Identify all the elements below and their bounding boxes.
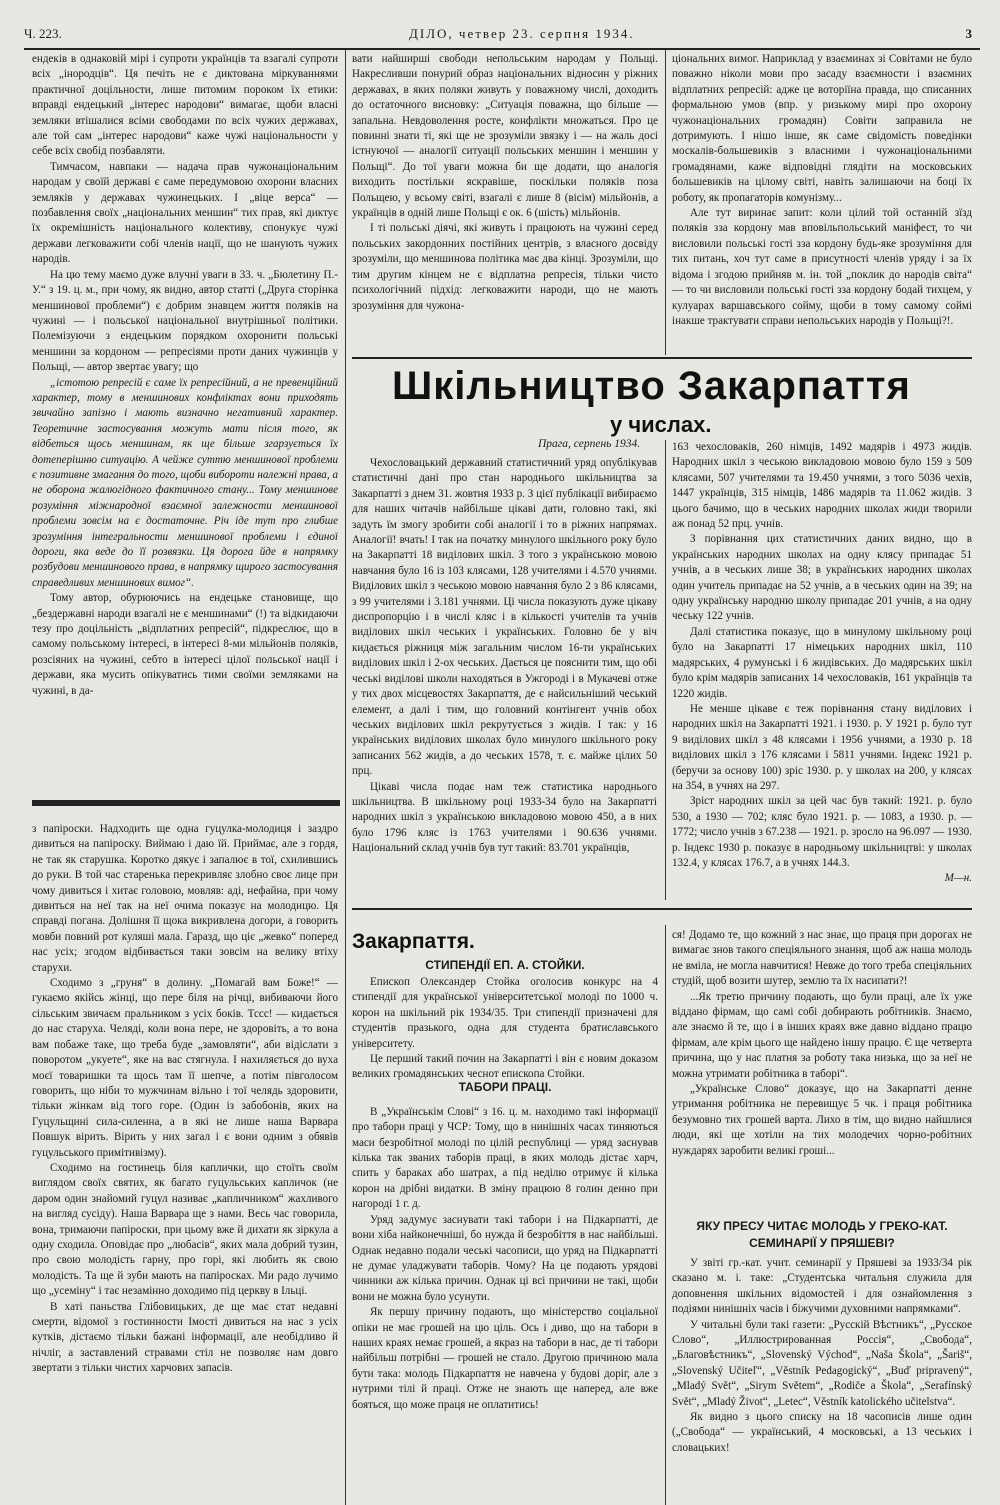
column-divider — [345, 50, 346, 1505]
article-rule — [352, 357, 972, 359]
press-heading: ЯКУ ПРЕСУ ЧИТАЄ МОЛОДЬ У ГРЕКО-КАТ. СЕМИНАРІЇ У ПРЯШЕВІ? — [696, 1219, 948, 1250]
article-signature: М—н. — [944, 872, 972, 885]
paragraph: Як першу причину подають, що міністерство соціальної опіки не має грошей на цю ціль. Ось і диво, що на табори в наших краях немає грошей, а якраз на табори в нас, де ті табори найбільш потрібні — грошей не стало. Другою причиною мала бути така: молодь Підкарпаття не навчена у будові доріг, але з нутрими тілі й праці. Отже не знають ще наперед, але вже бояться, що може праця не оплатитись! — [352, 1306, 658, 1411]
section-rule — [352, 908, 972, 910]
paragraph: На цю тему маємо дуже влучні уваги в 33. ч. „Бюлетину П.-У.“ з 19. ц. м., при чому, як видно, автор статті („Друга сторінка меншинової проблеми“) є добрим знавцем життя поляків на чужині — і польської національної внутрішньої політики. Полемізуючи з ендецьким порядком охоронити польські меншини за кордоном — репресіями проти даних чужинців у Польщі, — автор звертає увагу; що — [32, 268, 338, 374]
paragraph: ...Як третю причину подають, що були праці, але їх уже віддано фірмам, що самі собі добирають робітників. Знаємо, але знаємо й те, що і в інших краях вже давно віддано працю фірмам, але крім цього ще найдено іншу працю. Є ще четверта причина, що у нас платня за роботу така низька, що за неї не можна утримати робітника в таборі“. — [672, 990, 972, 1080]
right-page-number: 3 — [965, 26, 972, 41]
masthead: ДІЛО, четвер 23. серпня 1934. — [409, 26, 635, 41]
paragraph: ціональних вимог. Наприклад у взаєминах зі Совітами не було поважно ніколи мови про засаду взаємности і взаємних відплатних репресій: адже це воторіїна правда, що списанних формальною умов (впр. у ризькому мирі про охорону чужонаціональних громадян) Совіти заправила не дотримують. І нішо інше, як саме свідомість поведінки москалів-большевиків з власними і чужонаціональними громадянами, каже відповідні глядіти на московських большевиків на цілому світі, навіть залишаючи на боці їх роботу, як пропагаторів комунізму... — [672, 53, 972, 204]
article-title: Шкільництво Закарпаття — [392, 364, 911, 408]
col2-top-text — [352, 52, 658, 357]
paragraph: Сходимо з „груня“ в долину. „Помагай вам Боже!“ — гукаємо якійсь жінці, що пере біля на річці, вибиваючи його сільським звичаєм пральником з усіх боків. Тссс! — кидається до нас старуха. Челяді, коли вона пере, не здоровіть, а то вона вам побаже таке, що треба буде „замовляти“, аби відіслати з поворотом „укуете“, яке на вас стягнула. І нахиляється до вуха моєї товаришки та щось там її шепче, а потім півголосом говорить, що ніби то мужчинам вільно і тої челядь здоровити, тільки жінкам від того горе. (Один із забобонів, яких на Гуцульщині сила-силенна, а в які не лише наша Варвара Повшук вірить. Вірить у них загал і є вони одним з обявів гуцульського примітивізму). — [32, 977, 338, 1159]
page-number: Ч. 223. — [24, 26, 62, 41]
paragraph: В „Українськім Слові“ з 16. ц. м. находимо такі інформації про табори праці у ЧСР: Тому, що в нинішніх часах тиняються маси безробітної молоді по цілій республиці — уряд заснував кілька так званих таборів праці, в яких молодь дістає харч, спить у бараках або шатрах, а під неділю отримує й кілька корон на дрібні видатки. В зміну працюю 8 голин денно при нагороді 1 г. д. — [352, 1105, 658, 1211]
article-subtitle: у числах. — [610, 412, 712, 437]
section-bar — [32, 800, 340, 806]
paragraph: Це перший такий почин на Закарпатті і він є новим доказом великих громадянських чеснот епископа Стойки. — [352, 1053, 658, 1081]
paragraph: вати найширші свободи непольським народам у Польщі. Накресливши понурий образ національних відносин у ріжних державах, в яких поляки живуть у поважному числі, доходить до остаточного висновку: „Ситуація поважна, що більше — запальна. Невдоволення росте, конфлікти множаться. Про це повинні знати ті, які ще не зрозуміли звязку і — на жаль досі істнуючої — аналогії ситуації польських меншин і меншин у Польщі“. До тої уваги можна би ще додати, що аналогія виходить постільки яскравіше, поскільки поляків поза Польщею, у всьому світі, взагалі є лише 8 (вісім) мільйонів, а українців в одній лише Польщі є ок. 6 (шість) мільйонів. — [352, 53, 658, 220]
column-divider — [665, 440, 666, 900]
column-divider — [665, 50, 666, 355]
paragraph: З порівнання цих статистичних даних видно, що в українських народних школах на одну клясу припадає 51 учнів, а в чеських лише 38; в українських народних школах один учитель припадає на 52 учнів, а в чеських один на 39; на одну українську народню школу припадає 201 учнів, а на одну чеську 122 учнів. — [672, 533, 972, 623]
press-column — [672, 1256, 972, 1501]
paragraph: „Українське Слово“ доказує, що на Закарпатті денне утримання робітника не перевищує 5 чк. і праця робітника безумовно тих грошей варта. Лихо в тім, що видно найшлися люди, які ще хотіли на тих молодечих чорно-робітних нуждарях заробити великі гроші... — [672, 1083, 972, 1157]
col1-bottom-text — [32, 822, 338, 1497]
paragraph: Зріст народних шкіл за цей час був такий: 1921. р. було 530, а 1930 — 702; кляс було 1921. р. — 1083, а 1930. р. — 1772; число учнів з 67.238 — 1921. р. зросло на 96.097 — 1930. р. Індекс 1930 р. показує в народньому шкільництві: у школах 132.4, у клясах 176.7, а в учнях 144.3. — [672, 795, 972, 869]
paragraph: Сходимо на гостинець біля каплички, що стоїть своїм виглядом своїх святих, як багато гуцульських капличок (не даром один знайомий гуцул називає „капличником“ жахливого на вигляд сусіду). Наша Варвара ще з нами. Весь час говорила, вона, тримаючи папіроски, при цьому вже й дихати як зіркула а одну сходила. Оповідає про „любасів“, яких мала добрий тузин, про свою молодість гарну, про горі, які любить як свою молодість. Та ще й зуби мають на папіросках. Ми радо лучимо що „усеміну“ і тає незамінно доходимо під церкву в Ільці. — [32, 1161, 338, 1298]
page-header — [24, 22, 980, 50]
paragraph: 163 чехословаків, 260 німців, 1492 мадярів і 4973 жидів. Народних шкіл з чеською викладовою мовою було 159 з 509 клясами, 507 учителями та 19.450 учнями, з того 5036 чехів, 1447 українців, 315 німців, 1486 мадярів та 11.062 жидів. З цього бачимо, що в чеських народних школах жиди творили аж понад 52 прц. учнів. — [672, 441, 972, 531]
paragraph: з папіроски. Надходить ще одна гуцулка-молодиця і заздро дивиться на папіроску. Виймаю і даю їй. Приймає, але з гордя, не так як старушка. Коротко дякує і запалює в тої, схилившись до руки. В той час старенька перекривляє злобно своє лице при чому дивиться і хитає головою, мовляв: аді, нефайна, при чому дивиться на неї так на неї очима показує на молодицю. Ця справді погана. Долішня її щока викривлена догори, а говорить мовби повний рот куляші мала. Гаразд, що ціє „жевко“ поперед нас усіх; згодом відбивається таки зовсім на велику втіху старухи. — [32, 823, 338, 974]
paragraph: Не менше цікаве є теж порівнання стану виділових і народних шкіл на Закарпатті 1921. і 1930. р. У 1921 р. було тут 9 виділових шкіл з 48 клясами і 1956 учнями, а 1930 р. 18 виділових шкіл з 176 клясами і 5811 учнями. Індекс 1921 р. (беручи за основу 100) зріс 1930. р. у школах на 200, у клясах на 354, в учнях на 297. — [672, 702, 972, 792]
paragraph: В хаті паньства Глібовицьких, де ще має стат недавні смерти, відомої з гостинности Імості дивиться на нас з усіх кутків, дістаємо тільки бажані інформації, але необідливо й нічліг, а заставлений стравами стіл не позволяє нам довго звертати з тільки чистих харчових запасів. — [32, 1300, 338, 1375]
paragraph: ендеків в однаковій мірі і супроти українців та взагалі супроти всіх „інородців“. Ця печіть не є диктована міркуваннями практичної доцільности, лише питомим пороком їх етики: вправді ендецький „інтерес народови“ вимагає, щоби власні земляки втішалися всіми свободами по всіх чужих державах, але той сам „інтерес народови“ каже чужі національности у себе всіх свобід позбавляти. — [32, 53, 338, 158]
section-title: Закарпаття. — [352, 930, 475, 953]
article-byline: Прага, серпень 1934. — [538, 438, 641, 450]
camps-heading: ТАБОРИ ПРАЦІ. — [458, 1080, 552, 1094]
paragraph: Епископ Олександер Стойка оголосив конкурс на 4 стипендії для української університетської молоді по 1000 ч. корон на шкільний рік 1934/35. Три стипендії призначені для студентів празького, одна для студента братиславського університету. — [352, 976, 658, 1050]
quote-paragraph: „істотою репресій є саме їх репресійний, а не превенційний характер, тому в меншинових конфліктах вони приходять звичайно запізно і мають визначно негативний характер. Теоретичне застосування можуть мати після того, як відбеться щось меншинам, як ще більше згарзується їх дотеперішню ситуацію. А чейже суттю меншинової проблеми є позитивне змагання до того, щоби вибороти належні права, а не оборона жалюгідного фактичного стану... Тому меншинове розуміння міжнародної взаємної залежности меншинової проблеми зовсім на є достаточне. Річ іде тут про глибше зрозуміння інтегральности меншинової проблеми і єдиної дороги, яка веде до її розвязки. Ця дорога йде в напрямку розбудови меншинового права, в напрямку щирого застосування справедливих меншинових вимог“. — [32, 376, 338, 589]
col3-top-text — [672, 52, 972, 352]
paragraph: Але тут виринає запит: коли цілий той останній зїзд поляків зза кордону мав вповільпольський маніфест, то чи висловили польські гості зза кордону будь-яке зрозуміння для тих питань, хоч тут саме в присутності членів уряду і за їх відома і згодою прийняв м. ін. той „поклик до народів світа“ — то чи висловили польські гості зза кордону бодай тихцем, у кулуарах варшавського сойму, щоби в тому самому соймі інакше трактувати справи непольських народів у Польщі?!. — [672, 207, 972, 327]
col1-top-text — [32, 52, 338, 787]
paragraph: І ті польські діячі, які живуть і працюють на чужині серед польських закордонних постійних центрів, з власного досвіду зрозуміли, що меншинова політика має два кінці. Зрозуміли, що тим другим кінцем не є відплатна репресія, тільки чисто психологічний підхід: легковажити народи, що не мають зрозуміння для чужона- — [352, 222, 658, 312]
paragraph: У звіті гр.-кат. учит. семинарії у Пряшеві за 1933/34 рік сказано м. і. таке: „Студентська читальня служила для доповнення шкільних відомостей і для ознайомлення з подіями нинішніх часів і біжучими духовними напрямками“. — [672, 1257, 972, 1316]
paragraph: Уряд задумує заснувати такі табори і на Підкарпатті, де вони хіба найконечніші, бо нужда й безробіття в нас найбільші. Однак недавно подали чеські часописи, що уряд на Підкарпатті не думає уладжувати таборів. Чому? На це подають урядові чинники аж кілька причин. Однак ці всі причини не такі, щоби вони не можна було усунути. — [352, 1213, 658, 1303]
paragraph: ся! Додамо те, що кожний з нас знає, що праця при дорогах не вимагає знов такого спеціяльного знання, щоб аж наша молодь не вміла, не могла навчитися! Невже до того треба спеціяльних студій, щоб возити шутер, землю та їх насипати?! — [672, 929, 972, 988]
paragraph: У читальні були такі газети: „Русскій Вѣстникъ“, „Русское Слово“, „Иллюстрированная Россія“, „Свобода“, „Благовѣстникъ“, „Slovenský Východ“, „Naša Škola“, „Šariš“, „Slovenský Učiteľ“, „Věstník Pedagogický“, „Buď pripravený“, „Mladý Svět“, „Sirym Světem“, „Rodiče a Škola“, „Serafínský Svět“, „Mladý Život“, „Letec“, Věstník katolického učitelstva“. — [672, 1318, 972, 1408]
paragraph: Цікаві числа подає нам теж статистика народнього шкільництва. В шкільному році 1933-34 було на Закарпатті народних шкіл з українською викладовою мовою 450, а в них було 1796 кляс із 1763 учителями і 90.636 учнями. Національний склад учнів був тут такий: 83.701 українців, — [352, 780, 657, 855]
paragraph: Далі статистика показує, що в минулому шкільному році було на Закарпатті 17 німецьких народних шкіл, 110 мадярських, 4 румунські і 6 жидівських. До мадярських шкіл було крім мадярів записаних 14 чехословаків, 161 українців та 1220 жидів. — [672, 625, 972, 700]
article-right-column — [672, 440, 972, 905]
zakarpattia-left-column — [352, 975, 658, 1495]
stipend-heading: СТИПЕНДІЇ ЕП. А. СТОЙКИ. — [425, 958, 585, 972]
paragraph: Чехословацький державний статистичний уряд опублікував статистичні дані про стан народнього шкільництва за Закарпатті з днем 31. жовтня 1933 р. З цієї публікації вибираємо для наших читачів найбільше цікаві дати, головно такі, які задуть їм змогу зробити собі аналогії і то в ріжних напрямах. Аналогії! вчать! І так на початку минулого шкільного року було на Закарпатті 18 виділових шкіл. З того з українською мовою навчання було 16 із 103 клясами, 128 учителями і 4.570 учнями. Виділових шкіл з чеською мовою навчання було 2 з 86 клясами, з 99 учителями і 3.181 учнями. Ці числа показують дуже цікаву диспропорцію і в числі кляс і в кількості учителів та учнів виділових шкіл чеських і українських. Головно бе у віч кидається ріжниця між загальним числом 16-ти українських виділових шкіл і 2-ох чеських. Дається це пояснити тим, що обі чеські виділові школи находяться в Ужгороді і в Мукачеві отже у тих двох місцевостях Закарпаття, де є найсильніший чеський елемент, а далі і тим, що головний контінгент учнів обох чеських виділових шкіл рекрутується з жидів. І так: у 16 українських виділових школах було минулого шкільного року записаних 562 жидів, а до чеських 1578, т. є. майже цілих 50 прц. — [352, 457, 657, 778]
paragraph: Тимчасом, навпаки — надача прав чужонаціональним народам у своїй державі є саме передумовою охорони власних земляків у державах чужинецьких. І „віце верса“ — позбавлення своїх „національних меншин“ тих прав, які диктує їх окремішність національного колективу, спонукує чужі держави легковажити собі членів нації, що не шанують чужих народів. — [32, 160, 338, 266]
column-divider — [665, 925, 666, 1505]
article-left-column — [352, 456, 657, 896]
zakarpattia-right-column — [672, 928, 972, 1218]
paragraph: Тому автор, обурюючись на ендецьке становище, що „бездержавні народи взагалі не є меншинами“ (!) та відкидаючи тезу про доцільність „відплатних репресій“, підкреслює, що в самому польському інтересі, в інтересі 8-ми мільйонів поляків, розсіяних на чужині, себто в інтересі цілої польської нації і держави, яка мусить опікуватись тими своїми земляками на чужині, в да- — [32, 592, 338, 697]
paragraph: Як видно з цього списку на 18 часописів лише один („Свобода“ — український, 4 московські, а 13 чеських і словацьких! — [672, 1411, 972, 1454]
